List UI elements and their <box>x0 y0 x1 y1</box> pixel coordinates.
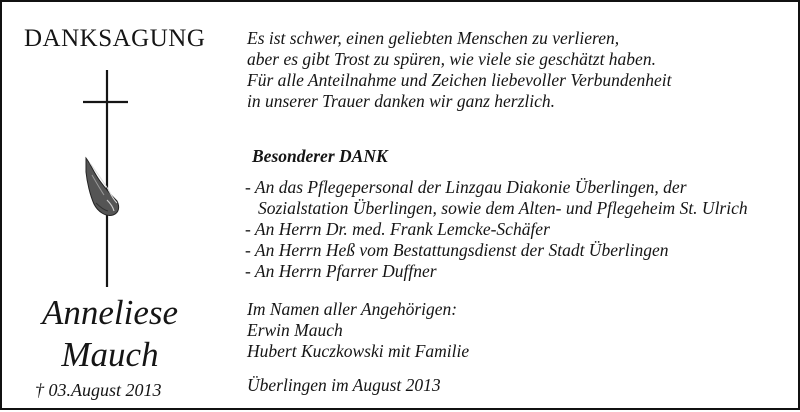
list-item <box>245 177 748 219</box>
list-item <box>245 240 748 261</box>
list-item-text: - An Herrn Pfarrer Duffner <box>245 261 437 281</box>
list-item <box>245 219 748 240</box>
praying-hands-icon <box>86 158 119 215</box>
list-item-continuation: Sozialstation Überlingen, sowie dem Alten- und Pflegeheim St. Ulrich <box>258 198 748 218</box>
special-thanks-list <box>245 177 748 282</box>
signers-intro: Im Namen aller Angehörigen: <box>247 299 458 319</box>
deceased-name <box>22 292 198 376</box>
list-item-text: - An das Pflegepersonal der Linzgau Diakonie Überlingen, der <box>245 177 687 197</box>
notice-heading: DANKSAGUNG <box>24 25 206 52</box>
intro-text <box>247 28 671 112</box>
place-date: Überlingen im August 2013 <box>247 375 441 395</box>
special-thanks-title: Besonderer DANK <box>252 146 388 166</box>
list-item <box>245 261 748 282</box>
intro-line: in unserer Trauer danken wir ganz herzlich. <box>247 91 556 111</box>
signer-name: Hubert Kuczkowski mit Familie <box>247 341 470 361</box>
list-item-text: - An Herrn Heß vom Bestattungsdienst der Stadt Überlingen <box>245 240 669 260</box>
intro-line: Es ist schwer, einen geliebten Menschen zu verlieren, <box>247 28 620 48</box>
list-item-text: - An Herrn Dr. med. Frank Lemcke-Schäfer <box>245 219 550 239</box>
deceased-first-name: Anneliese <box>41 293 179 332</box>
intro-line: Für alle Anteilnahme und Zeichen liebevoller Verbundenheit <box>247 70 672 90</box>
deceased-last-name: Mauch <box>61 335 159 374</box>
intro-line: aber es gibt Trost zu spüren, wie viele sie geschätzt haben. <box>247 49 656 69</box>
signer-name: Erwin Mauch <box>247 320 343 340</box>
death-date: † 03.August 2013 <box>35 380 162 400</box>
signers-block <box>247 299 469 362</box>
